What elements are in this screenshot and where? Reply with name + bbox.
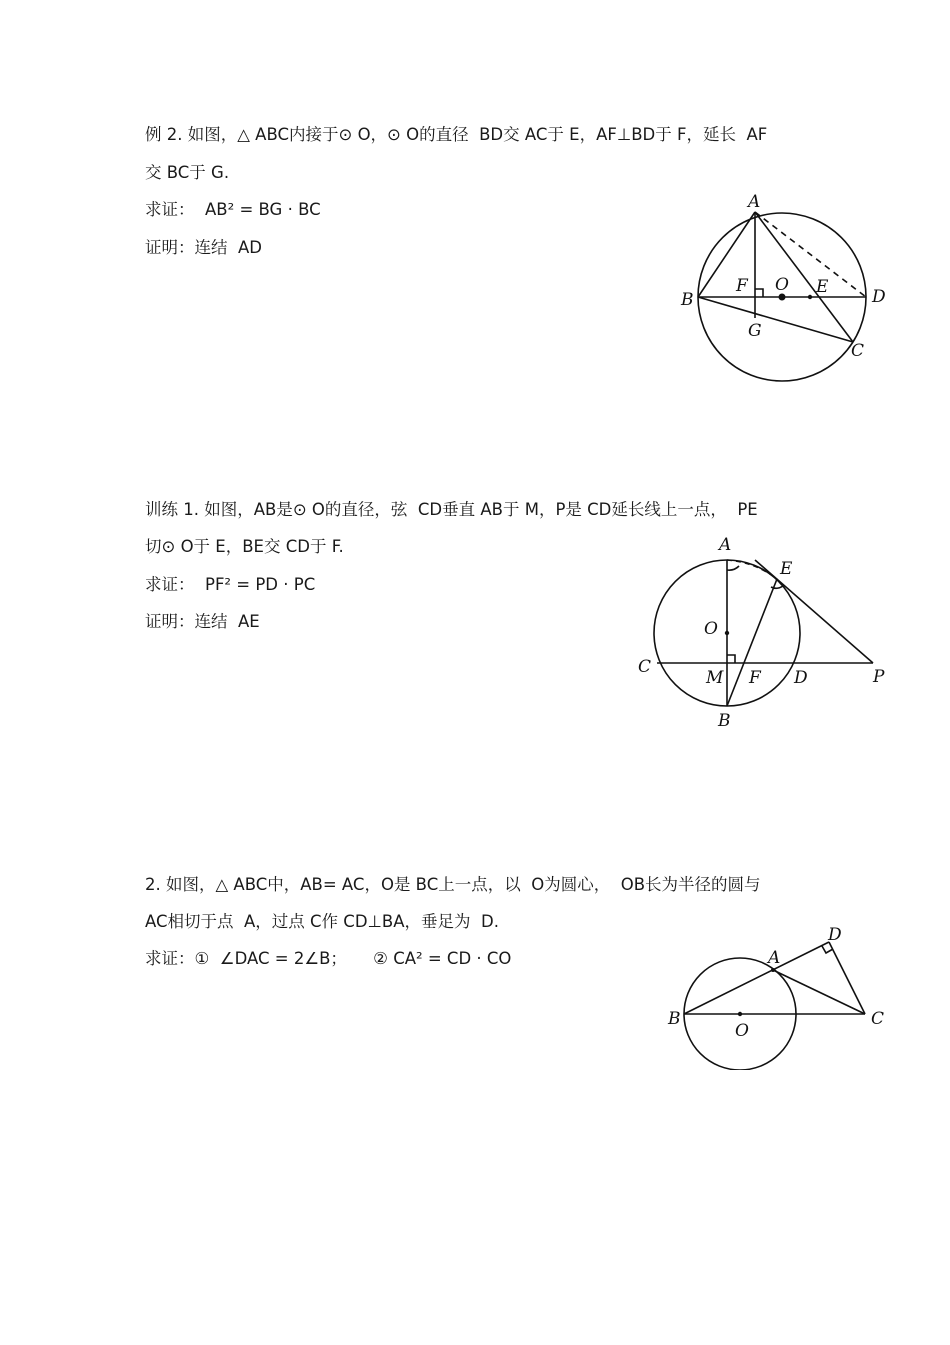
problem2-segment-ac bbox=[773, 970, 865, 1014]
problem2-label-c: C bbox=[871, 1009, 885, 1029]
training1-label-p: P bbox=[873, 667, 885, 687]
training1-label-f: F bbox=[749, 668, 761, 688]
problem2-statement-line2: AC相切于点 A，过点 C作 CD⊥BA，垂足为 D. bbox=[145, 912, 499, 931]
training1-prove: 求证： PF² = PD · PC bbox=[145, 575, 316, 594]
training1-angle-arc-a bbox=[727, 566, 739, 570]
example2-label-f: F bbox=[736, 276, 748, 296]
example2-statement-line2: 交 BC于 G. bbox=[145, 163, 230, 182]
example2-label-a: A bbox=[748, 192, 761, 212]
training1-angle-arc-e bbox=[771, 586, 783, 588]
training1-label-e: E bbox=[780, 559, 793, 579]
training1-statement-line1: 训练 1. 如图，AB是⊙ O的直径，弦 CD垂直 AB于 M，P是 CD延长线上一点， PE bbox=[145, 500, 758, 519]
training1-label-o: O bbox=[704, 619, 718, 639]
problem2-line-bd bbox=[684, 942, 829, 1014]
training1-label-c: C bbox=[638, 657, 652, 677]
example2-proof: 证明：连结 AD bbox=[145, 238, 262, 257]
example2-label-d: D bbox=[872, 287, 886, 307]
training1-label-m: M bbox=[706, 668, 724, 688]
problem2-label-d: D bbox=[828, 925, 842, 945]
training1-proof: 证明：连结 AE bbox=[145, 612, 260, 631]
example2-point-e-dot bbox=[808, 295, 812, 299]
problem2-label-o: O bbox=[735, 1021, 749, 1041]
training1-figure bbox=[630, 530, 900, 740]
training1-label-b: B bbox=[718, 711, 731, 731]
training1-right-angle-mark bbox=[727, 655, 735, 663]
example2-statement-line1: 例 2. 如图，△ ABC内接于⊙ O，⊙ O的直径 BD交 AC于 E，AF⊥BD于 F，延长 AF bbox=[145, 125, 768, 144]
problem2-label-b: B bbox=[668, 1009, 681, 1029]
problem2-center-dot bbox=[738, 1012, 742, 1016]
example2-figure bbox=[675, 190, 905, 390]
example2-label-c: C bbox=[851, 341, 865, 361]
example2-label-o: O bbox=[775, 275, 789, 295]
problem2-label-a: A bbox=[768, 948, 781, 968]
training1-label-a: A bbox=[719, 535, 732, 555]
example2-prove: 求证： AB² = BG · BC bbox=[145, 200, 321, 219]
problem2-figure bbox=[665, 920, 900, 1070]
example2-right-angle-mark bbox=[755, 289, 763, 297]
training1-label-d: D bbox=[794, 668, 808, 688]
problem2-segment-cd bbox=[829, 942, 865, 1014]
training1-statement-line2: 切⊙ O于 E，BE交 CD于 F. bbox=[145, 537, 344, 556]
example2-label-g: G bbox=[748, 321, 762, 341]
problem2-statement-line1: 2. 如图，△ ABC中，AB= AC，O是 BC上一点，以 O为圆心， OB长为半径的圆与 bbox=[145, 875, 761, 894]
example2-dashed-ad bbox=[755, 212, 866, 297]
problem2-prove: 求证：① ∠DAC = 2∠B； ② CA² = CD · CO bbox=[145, 949, 512, 968]
example2-label-b: B bbox=[681, 290, 694, 310]
example2-chord-bc bbox=[698, 297, 853, 342]
example2-chord-ac bbox=[755, 212, 853, 342]
training1-center-dot bbox=[725, 631, 729, 635]
problem2-point-a-dot bbox=[771, 968, 775, 972]
example2-label-e: E bbox=[816, 277, 829, 297]
